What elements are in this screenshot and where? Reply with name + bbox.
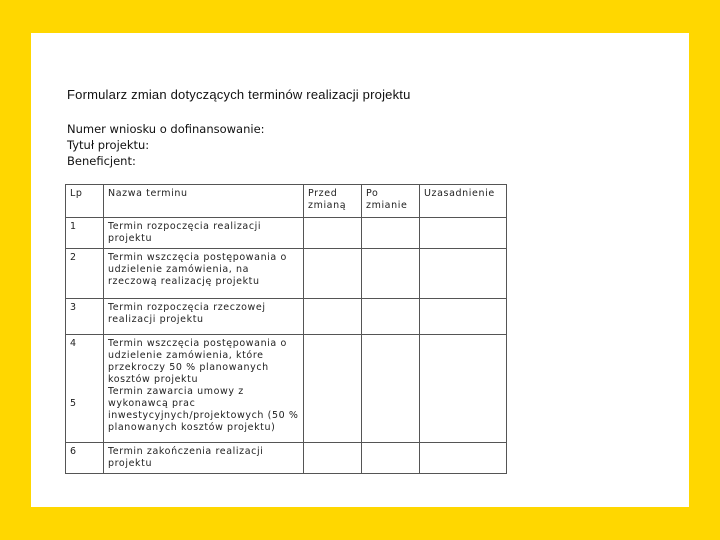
row-lp-stack	[66, 335, 104, 443]
row-lp: 2	[66, 249, 104, 299]
row-after-cell[interactable]	[362, 335, 420, 443]
row-before-cell[interactable]	[304, 335, 362, 443]
row-term-name: Termin wszczęcia postępowania o udzielenie zamówienia, które przekroczy 50 % planowanych kosztów projektu	[108, 338, 287, 385]
row-after-cell[interactable]	[362, 443, 420, 474]
changes-table	[65, 184, 507, 474]
row-lp: 1	[66, 218, 104, 249]
table-row	[66, 218, 507, 249]
document-page	[31, 33, 689, 507]
project-title-label: Tytuł projektu:	[67, 138, 150, 152]
table-row	[66, 249, 507, 299]
row-lp: 6	[66, 443, 104, 474]
row-justification-cell[interactable]	[420, 443, 507, 474]
row-before-cell[interactable]	[304, 218, 362, 249]
form-meta	[67, 121, 265, 169]
row-lp: 3	[66, 299, 104, 335]
header-justification: Uzasadnienie	[420, 185, 507, 218]
page-title: Formularz zmian dotyczących terminów realizacji projektu	[67, 87, 411, 102]
row-after-cell[interactable]	[362, 299, 420, 335]
row-term-name: Termin zakończenia realizacji projektu	[104, 443, 304, 474]
row-before-cell[interactable]	[304, 299, 362, 335]
row-term-name: Termin rozpoczęcia rzeczowej realizacji projektu	[104, 299, 304, 335]
row-justification-cell[interactable]	[420, 335, 507, 443]
table-row	[66, 443, 507, 474]
row-term-name: Termin zawarcia umowy z wykonawcą prac inwestycyjnych/projektowych (50 % planowanych kosztów projektu)	[108, 386, 299, 433]
row-justification-cell[interactable]	[420, 218, 507, 249]
application-number-label: Numer wniosku o dofinansowanie:	[67, 122, 265, 136]
header-lp: Lp	[66, 185, 104, 218]
row-term-name: Termin wszczęcia postępowania o udzielenie zamówienia, na rzeczową realizację projektu	[104, 249, 304, 299]
row-justification-cell[interactable]	[420, 299, 507, 335]
table-row	[66, 299, 507, 335]
header-name: Nazwa terminu	[104, 185, 304, 218]
header-before: Przed zmianą	[304, 185, 362, 218]
table-header-row	[66, 185, 507, 218]
row-before-cell[interactable]	[304, 443, 362, 474]
row-before-cell[interactable]	[304, 249, 362, 299]
row-justification-cell[interactable]	[420, 249, 507, 299]
table-row-merged	[66, 335, 507, 443]
row-term-name-stack	[104, 335, 304, 443]
row-after-cell[interactable]	[362, 249, 420, 299]
row-lp: 4	[70, 338, 77, 349]
beneficiary-label: Beneficjent:	[67, 154, 136, 168]
header-after: Po zmianie	[362, 185, 420, 218]
row-term-name: Termin rozpoczęcia realizacji projektu	[104, 218, 304, 249]
row-after-cell[interactable]	[362, 218, 420, 249]
row-lp: 5	[70, 398, 77, 409]
